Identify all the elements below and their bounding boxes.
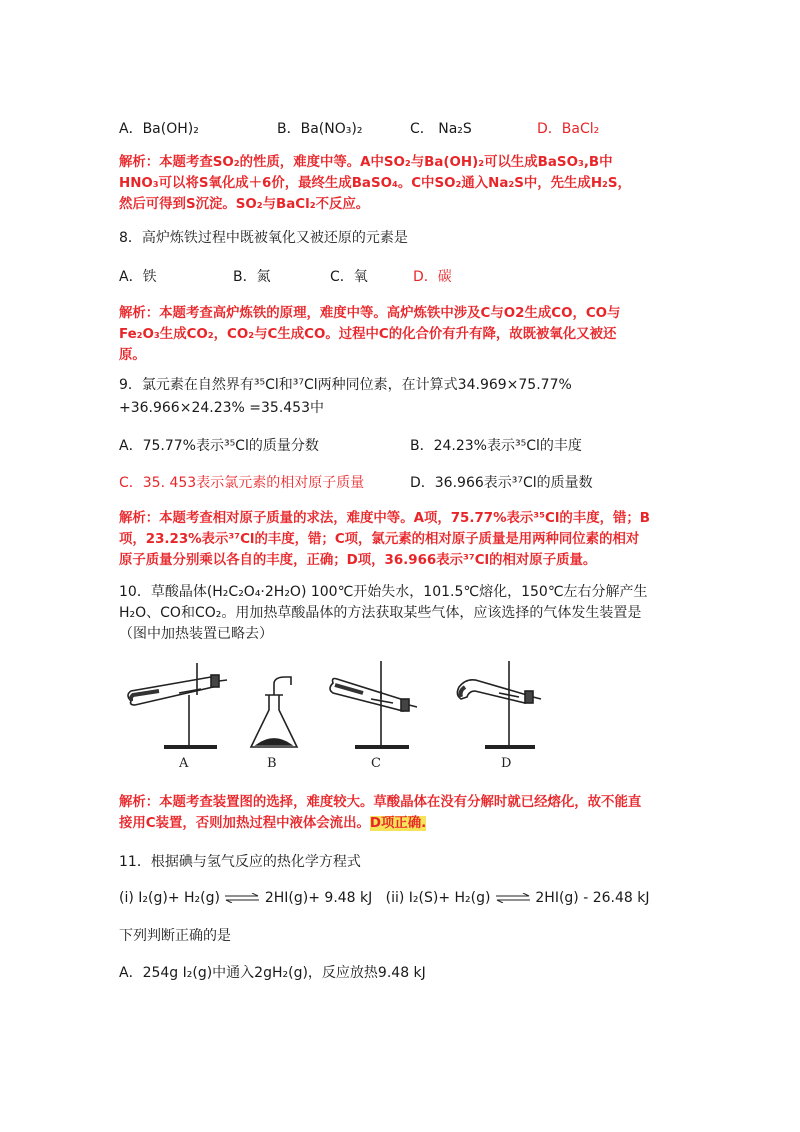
apparatus-c (330, 661, 417, 747)
q8-stem: 8．高炉炼铁过程中既被氧化又被还原的元素是 (119, 230, 408, 246)
apparatus-figure (119, 655, 549, 775)
fig-label-c: C (371, 756, 381, 771)
q10-analysis-line1: 解析：本题考查装置图的选择，难度较大。草酸晶体在没有分解时就已经熔化，故不能直 (119, 795, 642, 810)
q10-stem-line3: （图中加热装置已略去） (119, 626, 273, 642)
fig-label-d: D (501, 756, 512, 771)
q8-option-b: B．氮 (233, 269, 271, 285)
eq2-right: 2HI(g) - 26.48 kJ (535, 890, 650, 906)
q9-stem-line1: 9．氯元素在自然界有³⁵Cl和³⁷Cl两种同位素，在计算式34.969×75.77% (119, 377, 572, 393)
q11-judge: 下列判断正确的是 (119, 928, 231, 944)
q10-stem-line2: H₂O、CO和CO₂。用加热草酸晶体的方法获取某些气体，应该选择的气体发生装置是 (119, 605, 642, 621)
apparatus-a (128, 663, 227, 747)
q8-option-d-answer: D．碳 (413, 269, 452, 285)
equilibrium-arrow-icon (495, 893, 531, 903)
q9-analysis-line2: 项，23.23%表示³⁷Cl的丰度，错；C项，氯元素的相对原子质量是用两种同位素的相对 (119, 532, 640, 547)
q9-option-d: D．36.966表示³⁷Cl的质量数 (410, 475, 593, 491)
q9-analysis-line1: 解析：本题考查相对原子质量的求法，难度中等。A项，75.77%表示³⁵Cl的丰度，错；B (119, 511, 650, 526)
eq1-right: 2HI(g)+ 9.48 kJ (264, 890, 373, 906)
eq2-left: (ii) I₂(S)+ H₂(g) (385, 890, 491, 906)
q7-analysis-line1: 解析：本题考查SO₂的性质，难度中等。A中SO₂与Ba(OH)₂可以生成BaSO₃,B中 (119, 155, 613, 170)
q9-stem-line2: +36.966×24.23% =35.453中 (119, 400, 324, 416)
q9-option-c-answer: C．35. 453表示氯元素的相对原子质量 (119, 475, 365, 491)
fig-label-a: A (179, 756, 189, 771)
q7-analysis (119, 152, 684, 215)
q8-option-a: A．铁 (119, 269, 157, 285)
q8-analysis-line3: 原。 (119, 348, 146, 363)
equilibrium-arrow-icon (224, 893, 260, 903)
eq1-left: (i) I₂(g)+ H₂(g) (119, 890, 220, 906)
apparatus-d (457, 661, 541, 747)
q10-stem-line1: 10．草酸晶体(H₂C₂O₄·2H₂O) 100℃开始失水，101.5℃熔化，150℃左右分解产生 (119, 584, 648, 600)
q11-option-a: A．254g I₂(g)中通入2gH₂(g)，反应放热9.48 kJ (119, 965, 426, 981)
q10-analysis-line2-text: 接用C装置，否则加热过程中液体会流出。 (119, 816, 370, 831)
q11-equations (119, 888, 649, 908)
q8-analysis-line1: 解析：本题考查高炉炼铁的原理，难度中等。高炉炼铁中涉及C与O2生成CO，CO与 (119, 306, 621, 321)
q10-analysis (119, 792, 684, 834)
q7-option-c: C． Na₂S (410, 121, 472, 137)
q10-answer-highlight: D项正确. (369, 816, 427, 831)
q11-stem: 11．根据碘与氢气反应的热化学方程式 (119, 854, 361, 870)
q7-option-a: A．Ba(OH)₂ (119, 121, 199, 137)
q9-option-a: A．75.77%表示³⁵Cl的质量分数 (119, 438, 319, 454)
q8-analysis-line2: Fe₂O₃生成CO₂，CO₂与C生成CO。过程中C的化合价有升有降，故既被氧化又被还 (119, 327, 617, 342)
apparatus-b (251, 677, 297, 747)
q9-analysis-line3: 原子质量分别乘以各自的丰度，正确；D项，36.966表示³⁷Cl的相对原子质量。 (119, 553, 597, 568)
fig-label-b: B (267, 756, 277, 771)
q9-option-b: B．24.23%表示³⁵Cl的丰度 (410, 438, 582, 454)
q8-analysis (119, 303, 684, 366)
q7-option-d-answer: D．BaCl₂ (537, 121, 600, 137)
q7-analysis-line3: 然后可得到S沉淀。SO₂与BaCl₂不反应。 (119, 197, 370, 212)
q8-option-c: C．氧 (330, 269, 368, 285)
q9-analysis (119, 508, 684, 571)
q7-option-b: B．Ba(NO₃)₂ (277, 121, 363, 137)
q10-analysis-line2 (119, 813, 684, 834)
q7-analysis-line2: HNO₃可以将S氧化成＋6价，最终生成BaSO₄。C中SO₂通入Na₂S中，先生成H₂S， (119, 176, 631, 191)
